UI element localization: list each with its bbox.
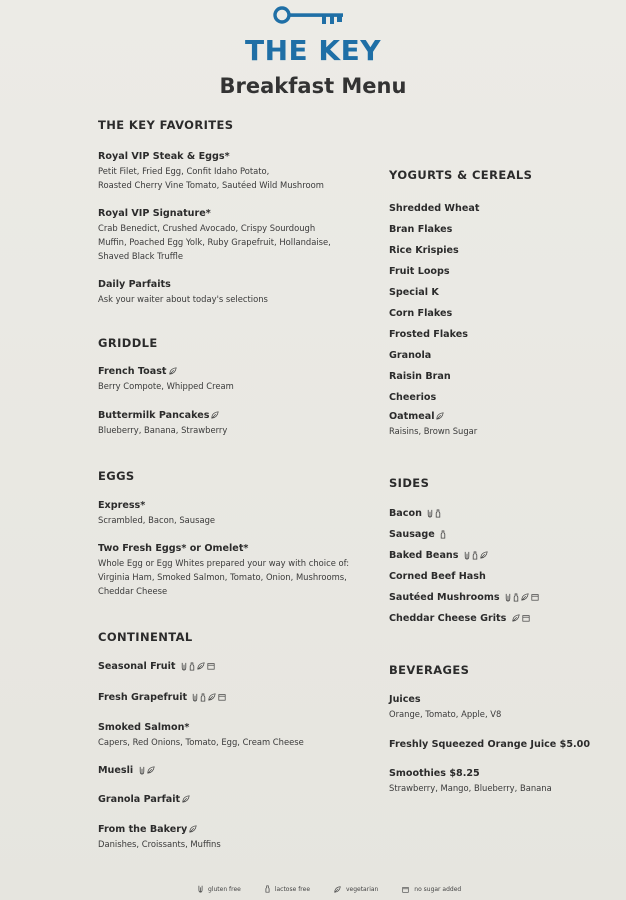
- lactose-free-icon: [435, 509, 441, 518]
- vegetarian-icon: [512, 614, 520, 622]
- item-desc: Shaved Black Truffle: [98, 251, 184, 261]
- vegetarian-icon: [197, 662, 205, 670]
- legend-vegetarian: [334, 886, 378, 893]
- item-label: Bacon: [389, 508, 422, 519]
- item-name: Juices: [389, 694, 421, 705]
- item-desc: Berry Compote, Whipped Cream: [98, 381, 234, 391]
- item-desc: Capers, Red Onions, Tomato, Egg, Cream Cheese: [98, 737, 304, 747]
- menu-item: [389, 410, 477, 438]
- legend-label: vegetarian: [345, 886, 379, 893]
- no-sugar-added-icon: [402, 886, 409, 893]
- item-name: Freshly Squeezed Orange Juice $5.00: [389, 739, 590, 750]
- item-name: [98, 823, 221, 837]
- lactose-free-icon: [513, 593, 519, 602]
- lactose-free-icon: [472, 551, 478, 560]
- menu-item: [98, 660, 215, 674]
- section-title-continental: CONTINENTAL: [98, 630, 193, 644]
- menu-subtitle: Breakfast Menu: [219, 74, 407, 98]
- vegetarian-icon: [182, 795, 190, 803]
- list-item: Shredded Wheat: [389, 203, 480, 214]
- brand-title: THE KEY: [244, 34, 381, 67]
- section-title-beverages: BEVERAGES: [389, 663, 470, 677]
- list-item: Bran Flakes: [389, 224, 453, 235]
- gluten-free-icon: [139, 766, 145, 775]
- item-name: Two Fresh Eggs* or Omelet*: [98, 543, 249, 554]
- lactose-free-icon: [189, 662, 195, 671]
- item-name: [98, 365, 234, 379]
- menu-item: [98, 278, 268, 306]
- key-logo-icon: [272, 4, 346, 26]
- lactose-free-icon: [200, 693, 206, 702]
- item-name: [389, 410, 477, 424]
- item-name: [98, 764, 155, 778]
- lactose-free-icon: [265, 885, 270, 893]
- list-item: Granola: [389, 350, 432, 361]
- lactose-free-icon: [440, 530, 446, 539]
- menu-item: [98, 793, 190, 807]
- item-label: Baked Beans: [389, 550, 459, 561]
- item-label: French Toast: [98, 366, 167, 377]
- menu-item: [98, 409, 227, 437]
- item-name: Express*: [98, 500, 146, 511]
- no-sugar-added-icon: [218, 693, 226, 701]
- menu-item: [389, 693, 501, 721]
- cereal-list: [389, 198, 479, 408]
- menu-item: [98, 764, 155, 778]
- item-label: From the Bakery: [98, 824, 188, 835]
- item-desc: Ask your waiter about today's selections: [98, 294, 268, 304]
- item-name: [98, 660, 215, 674]
- legend-label: lactose free: [274, 885, 311, 893]
- list-item: Cheerios: [389, 392, 437, 403]
- menu-item: [98, 691, 226, 705]
- item-desc: Petit Filet, Fried Egg, Confit Idaho Potato,: [98, 166, 270, 176]
- legend-no-sugar-added: [402, 886, 461, 893]
- item-name: [98, 691, 226, 705]
- item-desc: Blueberry, Banana, Strawberry: [98, 425, 228, 435]
- legend-label: no sugar added: [414, 886, 462, 893]
- menu-item: [389, 738, 590, 752]
- section-title-favorites: THE KEY FAVORITES: [98, 118, 234, 132]
- vegetarian-icon: [334, 886, 341, 893]
- menu-item: [98, 823, 221, 851]
- menu-item: [98, 499, 215, 527]
- item-label: Buttermilk Pancakes: [98, 410, 210, 421]
- legend-lactose-free: [265, 885, 310, 893]
- gluten-free-icon: [181, 662, 187, 671]
- list-item: [389, 503, 539, 524]
- list-item: Special K: [389, 287, 439, 298]
- item-name: [98, 793, 190, 807]
- item-label: Sausage: [389, 529, 435, 540]
- item-desc: Muffin, Poached Egg Yolk, Ruby Grapefruit, Hollandaise,: [98, 237, 331, 247]
- vegetarian-icon: [436, 412, 444, 420]
- list-item: [389, 587, 539, 608]
- item-label: Fresh Grapefruit: [98, 692, 188, 703]
- item-desc: Strawberry, Mango, Blueberry, Banana: [389, 783, 552, 793]
- item-name: Daily Parfaits: [98, 279, 171, 290]
- list-item: [389, 545, 539, 566]
- vegetarian-icon: [189, 825, 197, 833]
- item-desc: Danishes, Croissants, Muffins: [98, 839, 221, 849]
- list-item: Rice Krispies: [389, 245, 459, 256]
- dietary-legend: [198, 885, 483, 895]
- vegetarian-icon: [208, 693, 216, 701]
- legend-label: gluten free: [208, 885, 241, 893]
- gluten-free-icon: [427, 509, 433, 518]
- gluten-free-icon: [464, 551, 470, 560]
- item-desc: Whole Egg or Egg Whites prepared your way with choice of:: [98, 558, 350, 568]
- list-item: Raisin Bran: [389, 371, 451, 382]
- vegetarian-icon: [521, 593, 529, 601]
- vegetarian-icon: [147, 766, 155, 774]
- item-label: Sautéed Mushrooms: [389, 592, 500, 603]
- section-title-sides: SIDES: [389, 476, 430, 490]
- menu-item: [389, 767, 552, 795]
- list-item: Corn Flakes: [389, 308, 453, 319]
- item-desc: Roasted Cherry Vine Tomato, Sautéed Wild Mushroom: [98, 180, 324, 190]
- menu-item: [98, 207, 331, 263]
- item-desc: Scrambled, Bacon, Sausage: [98, 515, 216, 525]
- item-name: Smoothies $8.25: [389, 768, 480, 779]
- section-title-eggs: EGGS: [98, 469, 135, 483]
- gluten-free-icon: [505, 593, 511, 602]
- item-label: Cheddar Cheese Grits: [389, 613, 507, 624]
- sides-list: [389, 503, 539, 629]
- menu-item: [98, 150, 324, 192]
- menu-item: [98, 721, 304, 749]
- item-label: Seasonal Fruit: [98, 661, 176, 672]
- item-name: Royal VIP Signature*: [98, 208, 211, 219]
- item-name: Smoked Salmon*: [98, 722, 190, 733]
- item-label: Muesli: [98, 765, 134, 776]
- list-item: Fruit Loops: [389, 266, 450, 277]
- item-desc: Raisins, Brown Sugar: [389, 426, 478, 436]
- list-item: [389, 608, 539, 629]
- list-item: [389, 524, 539, 545]
- section-title-griddle: GRIDDLE: [98, 336, 158, 350]
- item-label: Oatmeal: [389, 411, 435, 422]
- menu-item: [98, 542, 349, 598]
- section-title-cereals: YOGURTS & CEREALS: [389, 168, 533, 182]
- item-label: Granola Parfait: [98, 794, 181, 805]
- vegetarian-icon: [169, 367, 177, 375]
- item-desc: Crab Benedict, Crushed Avocado, Crispy Sourdough: [98, 223, 316, 233]
- no-sugar-added-icon: [522, 614, 530, 622]
- item-name: [98, 409, 227, 423]
- no-sugar-added-icon: [207, 662, 215, 670]
- list-item: Frosted Flakes: [389, 329, 468, 340]
- list-item: Corned Beef Hash: [389, 571, 486, 582]
- gluten-free-icon: [192, 693, 198, 702]
- vegetarian-icon: [211, 411, 219, 419]
- item-desc: Cheddar Cheese: [98, 586, 168, 596]
- no-sugar-added-icon: [531, 593, 539, 601]
- item-desc: Virginia Ham, Smoked Salmon, Tomato, Onion, Mushrooms,: [98, 572, 347, 582]
- menu-item: [98, 365, 234, 393]
- legend-gluten-free: [198, 885, 241, 893]
- gluten-free-icon: [198, 885, 203, 893]
- item-name: Royal VIP Steak & Eggs*: [98, 151, 230, 162]
- item-desc: Orange, Tomato, Apple, V8: [389, 709, 502, 719]
- vegetarian-icon: [480, 551, 488, 559]
